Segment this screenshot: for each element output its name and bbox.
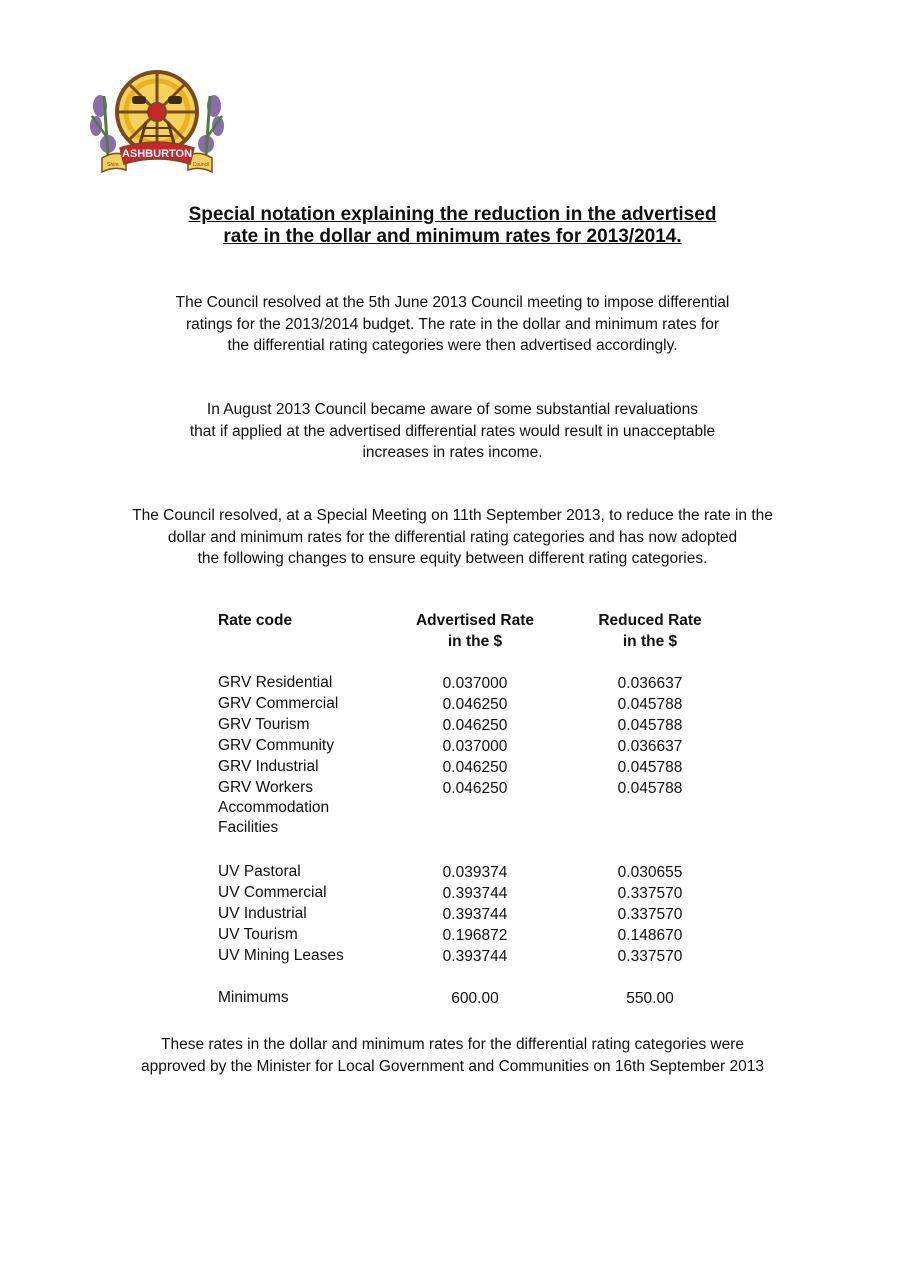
reduced-rate-cell: 0.045788 xyxy=(617,696,683,713)
logo-banner xyxy=(102,142,212,172)
paragraph-line: The Council resolved, at a Special Meeting on 11th September 2013, to reduce the rate in the xyxy=(132,507,773,524)
reduced-rate-cell: 550.00 xyxy=(626,990,674,1007)
rate-code-cell: UV Commercial xyxy=(218,884,327,901)
header-text: Advertised Rate xyxy=(415,612,534,629)
title-line-2: rate in the dollar and minimum rates for 2013/2014. xyxy=(223,226,682,247)
rate-code-cell: UV Pastoral xyxy=(218,863,301,880)
paragraph-line: ratings for the 2013/2014 budget. The rate in the dollar and minimum rates for xyxy=(185,315,720,333)
shire-of-ashburton-logo xyxy=(86,66,228,176)
paragraph-line: In August 2013 Council became aware of some substantial revaluations xyxy=(206,401,699,418)
paragraph-line: dollar and minimum rates for the differential rating categories and has now adopted xyxy=(167,528,738,546)
header-reduced-rate xyxy=(570,610,730,652)
table-row xyxy=(0,757,905,778)
table-row xyxy=(0,883,905,904)
header-text: Reduced Rate xyxy=(598,612,702,629)
reduced-rate-cell: 0.337570 xyxy=(617,885,683,902)
header-text: in the $ xyxy=(622,633,678,650)
paragraph-line: that if applied at the advertised differential rates would result in unacceptable xyxy=(189,422,716,440)
svg-text:Shire: Shire xyxy=(107,162,119,168)
paragraph-september-resolution xyxy=(0,505,905,570)
advertised-rate-cell: 0.393744 xyxy=(442,885,508,902)
reduced-rate-cell: 0.036637 xyxy=(617,675,683,692)
advertised-rate-cell: 0.046250 xyxy=(442,759,508,776)
rate-code-cell: GRV Commercial xyxy=(218,695,339,712)
reduced-rate-cell: 0.045788 xyxy=(617,717,683,734)
table-row xyxy=(0,694,905,715)
paragraph-line: the differential rating categories were then advertised accordingly. xyxy=(227,337,678,354)
table-row xyxy=(0,925,905,946)
advertised-rate-cell: 0.039374 xyxy=(442,864,508,881)
reduced-rate-cell: 0.337570 xyxy=(617,948,683,965)
table-row xyxy=(0,778,905,840)
advertised-rate-cell: 0.393744 xyxy=(442,906,508,923)
table-header-row xyxy=(0,610,905,650)
advertised-rate-cell: 0.037000 xyxy=(442,738,508,755)
rate-code-cell: UV Tourism xyxy=(218,926,298,943)
reduced-rate-cell: 0.030655 xyxy=(617,864,683,881)
approval-line: These rates in the dollar and minimum rates for the differential rating categories were xyxy=(161,1036,744,1053)
paragraph-line: the following changes to ensure equity between different rating categories. xyxy=(197,550,708,567)
table-row xyxy=(0,715,905,736)
rate-code-cell: GRV Tourism xyxy=(218,716,310,733)
rate-code-cell: Minimums xyxy=(218,989,289,1006)
rate-code-cell: UV Industrial xyxy=(218,905,307,922)
reduced-rate-cell: 0.148670 xyxy=(617,927,683,944)
table-row xyxy=(0,946,905,967)
advertised-rate-cell: 0.046250 xyxy=(442,780,508,797)
header-text: in the $ xyxy=(447,633,503,650)
flower-left-icon xyxy=(90,95,116,156)
rate-code-cell: GRV Industrial xyxy=(218,758,319,775)
svg-text:Council: Council xyxy=(192,162,210,168)
advertised-rate-cell: 0.046250 xyxy=(442,696,508,713)
advertised-rate-cell: 0.393744 xyxy=(442,948,508,965)
advertised-rate-cell: 0.037000 xyxy=(442,675,508,692)
advertised-rate-cell: 0.196872 xyxy=(442,927,508,944)
svg-text:ASHBURTON: ASHBURTON xyxy=(121,148,193,160)
header-advertised-rate xyxy=(395,610,555,652)
rate-code-cell: GRV Workers Accommodation Facilities xyxy=(218,779,330,836)
table-row xyxy=(0,862,905,883)
table-row-minimums xyxy=(0,988,905,1009)
reduced-rate-cell: 0.337570 xyxy=(617,906,683,923)
flower-right-icon xyxy=(198,95,224,156)
advertised-rate-cell: 0.046250 xyxy=(442,717,508,734)
rate-code-cell: GRV Community xyxy=(218,737,334,754)
rate-code-cell: GRV Residential xyxy=(218,674,333,691)
approval-line: approved by the Minister for Local Government and Communities on 16th September 2013 xyxy=(141,1057,764,1075)
paragraph-august-revaluations xyxy=(0,399,905,464)
table-row xyxy=(0,904,905,925)
reduced-rate-cell: 0.045788 xyxy=(617,759,683,776)
paragraph-june-resolution xyxy=(0,292,905,357)
reduced-rate-cell: 0.036637 xyxy=(617,738,683,755)
approval-note xyxy=(0,1034,905,1077)
paragraph-line: increases in rates income. xyxy=(362,444,543,461)
title-line-1: Special notation explaining the reduction in the advertised xyxy=(188,204,717,225)
header-rate-code: Rate code xyxy=(218,612,293,629)
advertised-rate-cell: 600.00 xyxy=(451,990,499,1007)
paragraph-line: The Council resolved at the 5th June 2013 Council meeting to impose differential xyxy=(175,294,730,311)
table-row xyxy=(0,673,905,694)
table-row xyxy=(0,736,905,757)
reduced-rate-cell: 0.045788 xyxy=(617,780,683,797)
document-title xyxy=(0,204,905,248)
rate-code-cell: UV Mining Leases xyxy=(218,947,344,964)
